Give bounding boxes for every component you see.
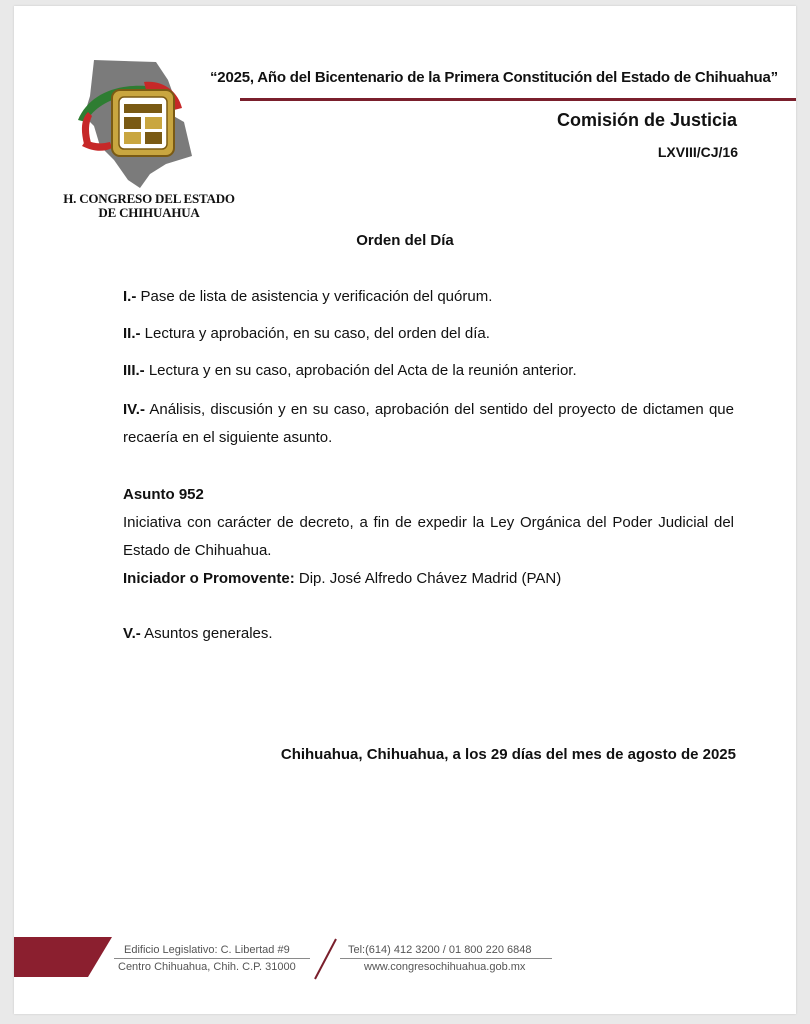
agenda-item-label: II.- xyxy=(123,325,141,342)
slash-divider-icon xyxy=(312,938,338,980)
agenda-item xyxy=(123,357,734,385)
header-rule xyxy=(240,98,796,101)
document-page xyxy=(14,6,796,1014)
agenda-item xyxy=(123,283,734,311)
asunto-title-text: Asunto 952 xyxy=(123,486,204,503)
agenda-item-label: I.- xyxy=(123,288,137,305)
agenda-item-text: Lectura y aprobación, en su caso, del orden del día. xyxy=(140,325,490,342)
agenda-item-text: Lectura y en su caso, aprobación del Acta de la reunión anterior. xyxy=(144,362,577,379)
asunto-promoter xyxy=(123,565,734,593)
agenda-item xyxy=(123,320,734,348)
promoter-label: Iniciador o Promovente: xyxy=(123,570,295,587)
year-motto: “2025, Año del Bicentenario de la Primera Constitución del Estado de Chihuahua” xyxy=(210,69,778,86)
footer-divider xyxy=(114,958,310,959)
agenda-item xyxy=(123,620,734,648)
asunto-title xyxy=(123,481,734,509)
signing-date: Chihuahua, Chihuahua, a los 29 días del mes de agosto de 2025 xyxy=(280,746,736,763)
congress-name xyxy=(44,192,254,220)
asunto-description: Iniciativa con carácter de decreto, a fin de expedir la Ley Orgánica del Poder Judicial del Estado de Chihuahua. xyxy=(123,514,734,559)
promoter-name: Dip. José Alfredo Chávez Madrid (PAN) xyxy=(294,570,562,587)
agenda-item-label: III.- xyxy=(123,362,145,379)
congress-name-line2: DE CHIHUAHUA xyxy=(98,205,200,220)
agenda-item-text: Asuntos generales. xyxy=(140,625,273,642)
footer-address-line1: Edificio Legislativo: C. Libertad #9 xyxy=(124,944,290,956)
commission-title: Comisión de Justicia xyxy=(556,110,737,130)
agenda-item-label: V.- xyxy=(123,625,141,642)
footer-address-line2: Centro Chihuahua, Chih. C.P. 31000 xyxy=(118,961,296,973)
congress-logo xyxy=(74,56,204,191)
footer-slash xyxy=(312,938,338,980)
footer-divider xyxy=(340,958,552,959)
footer-accent-bar xyxy=(14,937,112,977)
document-code: LXVIII/CJ/16 xyxy=(657,144,738,160)
footer-phone: Tel:(614) 412 3200 / 01 800 220 6848 xyxy=(348,944,532,956)
congress-name-line1: H. CONGRESO DEL ESTADO xyxy=(63,191,235,206)
agenda-title: Orden del Día xyxy=(356,232,454,249)
agenda-item-text: Análisis, discusión y en su caso, aprobación del sentido del proyecto de dictamen que recaería en el siguiente asunto. xyxy=(123,401,734,446)
agenda-item-text: Pase de lista de asistencia y verificación del quórum. xyxy=(136,288,493,305)
chihuahua-state-map-icon xyxy=(74,56,204,191)
footer-website[interactable]: www.congresochihuahua.gob.mx xyxy=(364,961,526,973)
agenda-item-label: IV.- xyxy=(123,401,145,418)
agenda-item xyxy=(123,396,734,452)
footer-accent-shape xyxy=(14,937,112,977)
